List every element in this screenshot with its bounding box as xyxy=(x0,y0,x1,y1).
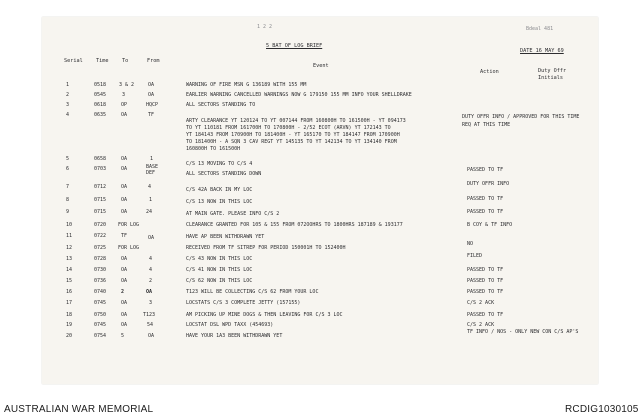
col-header-action: Action xyxy=(480,69,499,75)
row-action: TF INFO / NOS - ONLY NEW CON C/S AP'S xyxy=(467,329,579,335)
row-event: ALL SECTORS STANDING DOWN xyxy=(186,171,262,177)
row-event: C/S 41 NOW IN THIS LOC xyxy=(186,267,253,273)
row-event: RECEIVED FROM TF SITREP FOR PERIOD 150001H TO 152400H xyxy=(186,245,346,251)
row-serial: 16 xyxy=(66,289,73,295)
row-action: PASSED TO TF xyxy=(467,312,504,318)
row-event: AM PICKING UP MINE DOGS & THEN LEAVING FOR C/S 3 LOC xyxy=(186,312,343,318)
row-serial: 17 xyxy=(66,300,73,306)
row-event: C/S 13 NOW IN THIS LOC xyxy=(186,199,253,205)
row-time: 0728 xyxy=(94,256,107,262)
row-event: HAVE YOUR 1A3 BEEN WITHDRAWN YET xyxy=(186,333,283,339)
row-event: EARLIER WARNING CANCELLED WARNINGS NOW G 179150 155 MM INFO YOUR SHELLDRAKE xyxy=(186,92,412,98)
row-event: AT MAIN GATE. PLEASE INFO C/S 2 xyxy=(186,211,280,217)
col-header-initials: Duty Offr Initials xyxy=(538,68,567,81)
row-to: OA xyxy=(121,166,128,172)
row-time: 0736 xyxy=(94,278,107,284)
row-time: 0618 xyxy=(94,102,107,108)
row-time: 0722 xyxy=(94,233,107,239)
row-action: PASSED TO TF xyxy=(467,167,504,173)
row-serial: 12 xyxy=(66,245,73,251)
row-from: BASE DEF xyxy=(146,164,159,176)
row-from: T123 xyxy=(143,312,156,318)
row-action: NO xyxy=(467,241,474,247)
row-time: 0712 xyxy=(94,184,107,190)
row-to: FOR LOG xyxy=(118,222,140,228)
row-event: LOCSTATS C/S 3 COMPLETE JETTY (157155) xyxy=(186,300,301,306)
row-to: OA xyxy=(121,112,128,118)
row-event: C/S 42A BACK IN MY LOC xyxy=(186,187,253,193)
row-event-line: 160800H TO 161500H xyxy=(186,146,241,152)
row-to: TF xyxy=(121,233,128,239)
row-from: 3 xyxy=(149,300,153,306)
row-from: 4 xyxy=(149,267,153,273)
row-from: 4 xyxy=(149,256,153,262)
row-to: 5 xyxy=(121,333,125,339)
row-from: OA xyxy=(148,333,155,339)
row-from: OA xyxy=(148,92,155,98)
row-to: OA xyxy=(121,300,128,306)
row-action: PASSED TO TF xyxy=(467,209,504,215)
row-event-line: ARTY CLEARANCE YT 120124 TO YT 007144 FROM 160800H TO 161500H - YT 094173 xyxy=(186,118,406,124)
col-header-to: To xyxy=(122,58,129,64)
row-to: OA xyxy=(121,278,128,284)
row-action: PASSED TO TF xyxy=(467,278,504,284)
row-serial: 18 xyxy=(66,312,73,318)
row-from: 54 xyxy=(147,322,154,328)
row-event: C/S 62 NOW IN THIS LOC xyxy=(186,278,253,284)
row-serial: 8 xyxy=(66,197,70,203)
row-time: 0725 xyxy=(94,245,107,251)
row-serial: 19 xyxy=(66,322,73,328)
footer-record-id: RCDIG1030105 xyxy=(565,404,639,415)
row-from: OA xyxy=(148,235,155,241)
row-to: OA xyxy=(121,197,128,203)
row-serial: 13 xyxy=(66,256,73,262)
corner-note: Bdeal 481 xyxy=(526,26,554,32)
row-to: 3 xyxy=(122,92,126,98)
row-time: 0745 xyxy=(94,300,107,306)
row-event: C/S 43 NOW IN THIS LOC xyxy=(186,256,253,262)
row-event: ALL SECTORS STANDING TO xyxy=(186,102,256,108)
row-event: LOCSTAT DSL WPD TAXX (454693) xyxy=(186,322,274,328)
row-event: CLEARANCE GRANTED FOR 105 & 155 FROM 072OOHRS TO 1800HRS 187189 & 193177 xyxy=(186,222,403,228)
row-from: 1 xyxy=(150,156,154,162)
top-mark: 1 2 2 xyxy=(257,24,273,30)
row-to: 3 & 2 xyxy=(119,82,135,88)
row-event: WARNING OF FIRE MSN G 136189 WITH 155 MM xyxy=(186,82,307,88)
row-serial: 11 xyxy=(66,233,73,239)
row-to: FOR LOG xyxy=(118,245,140,251)
row-time: 0715 xyxy=(94,209,107,215)
row-time: 0658 xyxy=(94,156,107,162)
row-to: OA xyxy=(121,184,128,190)
row-action: C/S 2 ACK xyxy=(467,322,495,328)
row-action: FILED xyxy=(467,253,483,259)
row-action: B COY & TF INFO xyxy=(467,222,513,228)
row-serial: 6 xyxy=(66,166,70,172)
row-event: C/S 13 MOVING TO C/S 4 xyxy=(186,161,253,167)
row-event: T123 WILL BE COLLECTING C/S 62 FROM YOUR LOC xyxy=(186,289,319,295)
col-header-from: From xyxy=(147,58,160,64)
row-event: HAVE AP BEEN WITHDRAWN YET xyxy=(186,234,265,240)
row-to: OA xyxy=(121,312,128,318)
row-time: 0745 xyxy=(94,322,107,328)
row-event-line: TO 181400H - A SQN 3 CAV REGT YT 145135 TO YT 142134 TO YT 134140 FROM xyxy=(186,139,397,145)
row-time: 0545 xyxy=(94,92,107,98)
row-to: OA xyxy=(121,209,128,215)
footer-archive-name: AUSTRALIAN WAR MEMORIAL xyxy=(4,404,154,415)
row-serial: 15 xyxy=(66,278,73,284)
row-from: OA xyxy=(146,289,153,295)
row-time: 0740 xyxy=(94,289,107,295)
col-header-serial: Serial xyxy=(64,58,83,64)
row-action: DUTY OFFR INFO / APPROVED FOR THIS TIME REQ AT THIS TIME xyxy=(462,114,580,128)
row-from: TF xyxy=(148,112,155,118)
row-to: OP xyxy=(121,102,128,108)
row-to: OA xyxy=(121,322,128,328)
row-action: PASSED TO TF xyxy=(467,267,504,273)
row-time: 0730 xyxy=(94,267,107,273)
row-event-line: YT 184143 FROM 170900H TO 181400H - YT 165170 TO YT 184147 FROM 170900H xyxy=(186,132,400,138)
log-date: DATE 16 MAY 69 xyxy=(520,48,564,54)
col-header-time: Time xyxy=(96,58,109,64)
col-header-event: Event xyxy=(313,63,329,69)
row-time: 0754 xyxy=(94,333,107,339)
row-event-line: TO YT 110181 FROM 161700H TO 170800H - 2/52 ECOT (ARVN) YT 172143 TO xyxy=(186,125,391,131)
row-serial: 4 xyxy=(66,112,70,118)
row-to: OA xyxy=(121,256,128,262)
row-serial: 10 xyxy=(66,222,73,228)
row-from: 24 xyxy=(146,209,153,215)
log-title: 5 BAT OF LOG BRIEF xyxy=(266,43,323,49)
document-page xyxy=(42,17,598,384)
row-action: PASSED TO TF xyxy=(467,196,504,202)
row-time: 0750 xyxy=(94,312,107,318)
row-action: PASSED TO TF xyxy=(467,289,504,295)
row-serial: 2 xyxy=(66,92,70,98)
row-serial: 7 xyxy=(66,184,70,190)
row-time: 0715 xyxy=(94,197,107,203)
row-from: 4 xyxy=(148,184,152,190)
row-action: DUTY OFFR INFO xyxy=(467,181,510,187)
row-from: OA xyxy=(148,82,155,88)
row-serial: 3 xyxy=(66,102,70,108)
row-from: 2 xyxy=(149,278,153,284)
row-to: 2 xyxy=(121,289,125,295)
row-from: HQCP xyxy=(146,102,159,108)
row-time: 0635 xyxy=(94,112,107,118)
row-time: 0703 xyxy=(94,166,107,172)
row-to: OA xyxy=(121,267,128,273)
row-serial: 5 xyxy=(66,156,70,162)
row-serial: 20 xyxy=(66,333,73,339)
row-time: 0720 xyxy=(94,222,107,228)
row-serial: 14 xyxy=(66,267,73,273)
row-time: 0518 xyxy=(94,82,107,88)
row-to: OA xyxy=(121,156,128,162)
row-from: 1 xyxy=(149,197,153,203)
row-serial: 1 xyxy=(66,82,70,88)
row-serial: 9 xyxy=(66,209,70,215)
row-action: C/S 2 ACK xyxy=(467,300,495,306)
